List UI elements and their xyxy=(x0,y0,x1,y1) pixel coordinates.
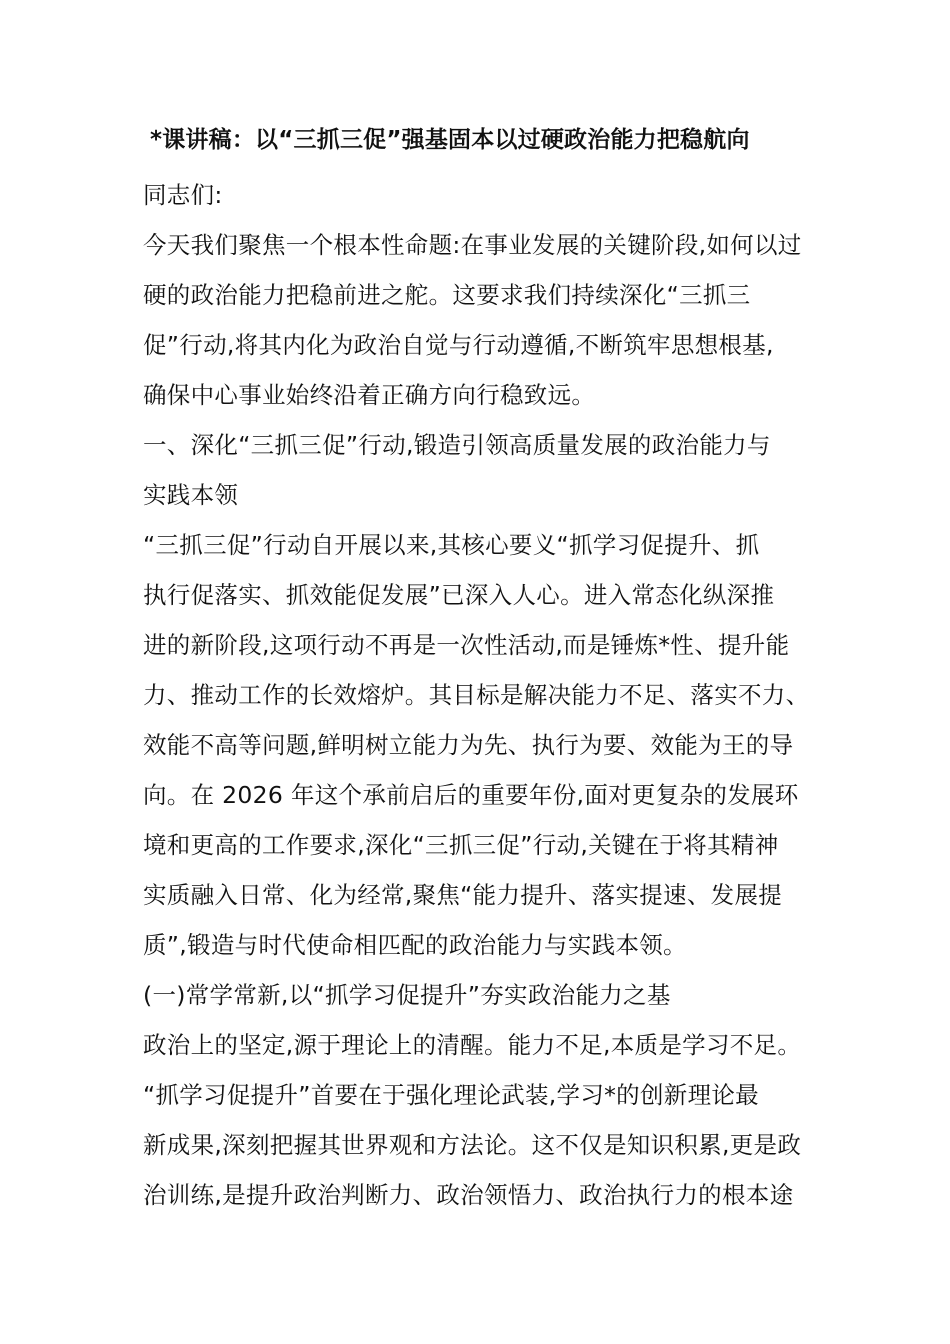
text-line: “抓学习促提升”首要在于强化理论武装,学习*的创新理论最 xyxy=(143,1081,759,1109)
text-line: 今天我们聚焦一个根本性命题:在事业发展的关键阶段,如何以过 xyxy=(143,231,802,259)
text-line: 硬的政治能力把稳前进之舵。这要求我们持续深化“三抓三 xyxy=(143,281,751,309)
document-body xyxy=(143,170,818,1220)
text-line: 政治上的坚定,源于理论上的清醒。能力不足,本质是学习不足。 xyxy=(143,1031,802,1059)
text-line: 治训练,是提升政治判断力、政治领悟力、政治执行力的根本途 xyxy=(143,1181,794,1209)
text-line: 向。在 2026 年这个承前启后的重要年份,面对更复杂的发展环 xyxy=(143,781,799,809)
text-line: 境和更高的工作要求,深化“三抓三促”行动,关键在于将其精神 xyxy=(143,831,779,859)
section-heading: 一、深化“三抓三促”行动,锻造引领高质量发展的政治能力与 xyxy=(143,431,771,459)
subsection-heading: (一)常学常新,以“抓学习促提升”夯实政治能力之基 xyxy=(143,981,671,1009)
text-line: 实质融入日常、化为经常,聚焦“能力提升、落实提速、发展提 xyxy=(143,881,783,909)
text-line: 执行促落实、抓效能促发展”已深入人心。进入常态化纵深推 xyxy=(143,581,775,609)
text-line: “三抓三促”行动自开展以来,其核心要义“抓学习促提升、抓 xyxy=(143,531,760,559)
text-line: 力、推动工作的长效熔炉。其目标是解决能力不足、落实不力、 xyxy=(143,681,810,709)
text-line: 质”,锻造与时代使命相匹配的政治能力与实践本领。 xyxy=(143,931,687,959)
text-line: 同志们: xyxy=(143,181,223,209)
text-line: 确保中心事业始终沿着正确方向行稳致远。 xyxy=(143,381,596,409)
text-line: 进的新阶段,这项行动不再是一次性活动,而是锤炼*性、提升能 xyxy=(143,631,790,659)
section-heading: 实践本领 xyxy=(143,481,239,509)
document-title: *课讲稿：以“三抓三促”强基固本以过硬政治能力把稳航向 xyxy=(150,127,750,153)
text-line: 新成果,深刻把握其世界观和方法论。这不仅是知识积累,更是政 xyxy=(143,1131,802,1159)
text-line: 促”行动,将其内化为政治自觉与行动遵循,不断筑牢思想根基, xyxy=(143,331,774,359)
text-line: 效能不高等问题,鲜明树立能力为先、执行为要、效能为王的导 xyxy=(143,731,794,759)
